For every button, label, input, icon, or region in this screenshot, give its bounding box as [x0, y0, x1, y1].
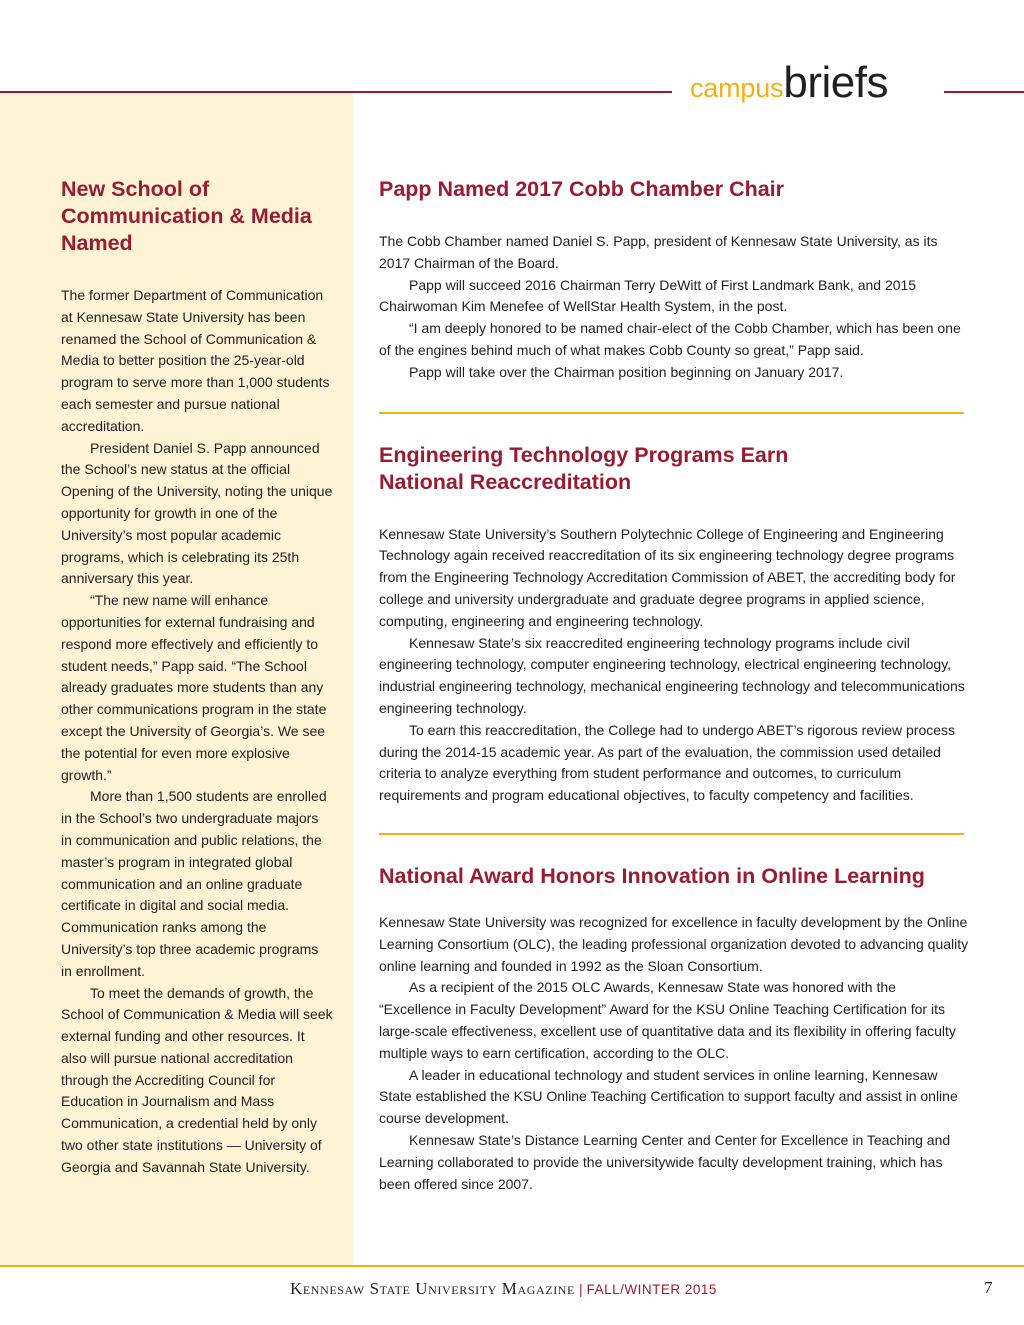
sidebar-paragraph: To meet the demands of growth, the School of Communication & Media will seek external funding and other resources. It also will pursue national accreditation through the Accrediting Council for Education in Journalism and Mass Communication, a credential held by only two other state institutions — University of Georgia and Savannah State University.	[61, 984, 333, 1175]
article-online-learning	[379, 863, 969, 1195]
sidebar-article-body	[61, 285, 333, 1179]
section-title-prefix: campus	[690, 73, 784, 103]
article-paragraph: Kennesaw State’s Distance Learning Center and Center for Excellence in Teaching and Learning collaborated to provide the universitywide faculty development training, which has been offered since 2007.	[379, 1131, 951, 1192]
section-title	[690, 58, 888, 108]
article-paragraph: Kennesaw State University was recognized for excellence in faculty development by the Online Learning Consortium (OLC), the leading professional organization devoted to advancing quality online learning and founded in 1992 as the Sloan Consortium.	[379, 913, 969, 974]
sidebar-paragraph: The former Department of Communication at Kennesaw State University has been renamed the School of Communication & Media to better position the 25-year-old program to serve more than 1,000 students each semester and pursue national accreditation.	[61, 287, 330, 434]
article-paragraph: Kennesaw State University’s Southern Polytechnic College of Engineering and Engineering Technology again received reaccreditation of its six engineering technology degree programs from the Engineering Technology Accreditation Commission of ABET, the accrediting body for college and university undergraduate and graduate degree programs in applied science, computing, engineering and engineering technology.	[379, 525, 956, 629]
footer-rule	[0, 1265, 1024, 1267]
issue-label: FALL/WINTER 2015	[586, 1282, 717, 1297]
page-number: 7	[984, 1278, 993, 1297]
article-paragraph: “I am deeply honored to be named chair-elect of the Cobb Chamber, which has been one of the engines behind much of what makes Cobb County so great,” Papp said.	[379, 320, 961, 358]
article-paragraph: To earn this reaccreditation, the College had to undergo ABET’s rigorous review process during the 2014-15 academic year. As part of the evaluation, the commission used detailed criteria to analyze everything from student performance and outcomes, to curriculum requirements and program educational objectives, to faculty competency and facilities.	[379, 721, 956, 804]
section-divider	[379, 412, 964, 414]
sidebar-paragraph: “The new name will enhance opportunities for external fundraising and respond more effectively and efficiently to student needs,” Papp said. “The School already graduates more students than any other communications program in the state except the University of Georgia’s. We see the potential for even more explosive growth.”	[61, 592, 327, 783]
article-paragraph: A leader in educational technology and student services in online learning, Kennesaw State established the KSU Online Teaching Certification to support faculty and assist in online course development.	[379, 1066, 958, 1127]
article-papp	[379, 176, 969, 384]
article-paragraph: Papp will succeed 2016 Chairman Terry DeWitt of First Landmark Bank, and 2015 Chairwoman Kim Menefee of WellStar Health System, in the post.	[379, 276, 917, 315]
header-rule-right	[944, 91, 1024, 93]
article-paragraph: The Cobb Chamber named Daniel S. Papp, president of Kennesaw State University, as its 2017 Chairman of the Board.	[379, 233, 938, 271]
sidebar-article-title: New School of Communication & Media Named	[61, 177, 312, 255]
article-engineering	[379, 442, 969, 807]
article-body	[379, 524, 969, 807]
section-title-suffix: briefs	[783, 58, 888, 107]
article-paragraph: Kennesaw State’s six reaccredited engineering technology programs include civil engineering technology, computer engineering technology, electrical engineering technology, industrial engineering technology, mechanical engineering technology and telecommunications engineering technology.	[379, 634, 965, 716]
sidebar-paragraph: President Daniel S. Papp announced the School’s new status at the official Opening of the University, noting the unique opportunity for growth in one of the University’s most popular academic programs, which is celebrating its 25th anniversary this year.	[61, 439, 333, 587]
article-title: National Award Honors Innovation in Online Learning	[379, 863, 925, 888]
main-column	[379, 170, 969, 1195]
article-title: Papp Named 2017 Cobb Chamber Chair	[379, 177, 785, 201]
article-title: Engineering Technology Programs Earn National Reaccreditation	[379, 442, 789, 494]
sidebar-article	[61, 176, 333, 1179]
section-divider	[379, 833, 964, 835]
magazine-name: Kennesaw State University Magazine	[290, 1279, 575, 1298]
article-paragraph: As a recipient of the 2015 OLC Awards, Kennesaw State was honored with the “Excellence in Faculty Development” Award for the KSU Online Teaching Certification for its large-scale effectiveness, excellent use of quantitative data and its flexibility in offering faculty multiple ways to earn certification, according to the OLC.	[379, 979, 956, 1061]
article-body	[379, 912, 969, 1195]
footer-separator: |	[579, 1281, 583, 1297]
article-body	[379, 231, 969, 384]
article-paragraph: Papp will take over the Chairman position beginning on January 2017.	[409, 363, 844, 380]
footer-credit	[290, 1279, 717, 1299]
sidebar-paragraph: More than 1,500 students are enrolled in the School’s two undergraduate majors in communication and public relations, the master’s program in integrated global communication and an online graduate certificate in digital and social media. Communication ranks among the University’s top three academic programs in enrollment.	[61, 788, 327, 979]
